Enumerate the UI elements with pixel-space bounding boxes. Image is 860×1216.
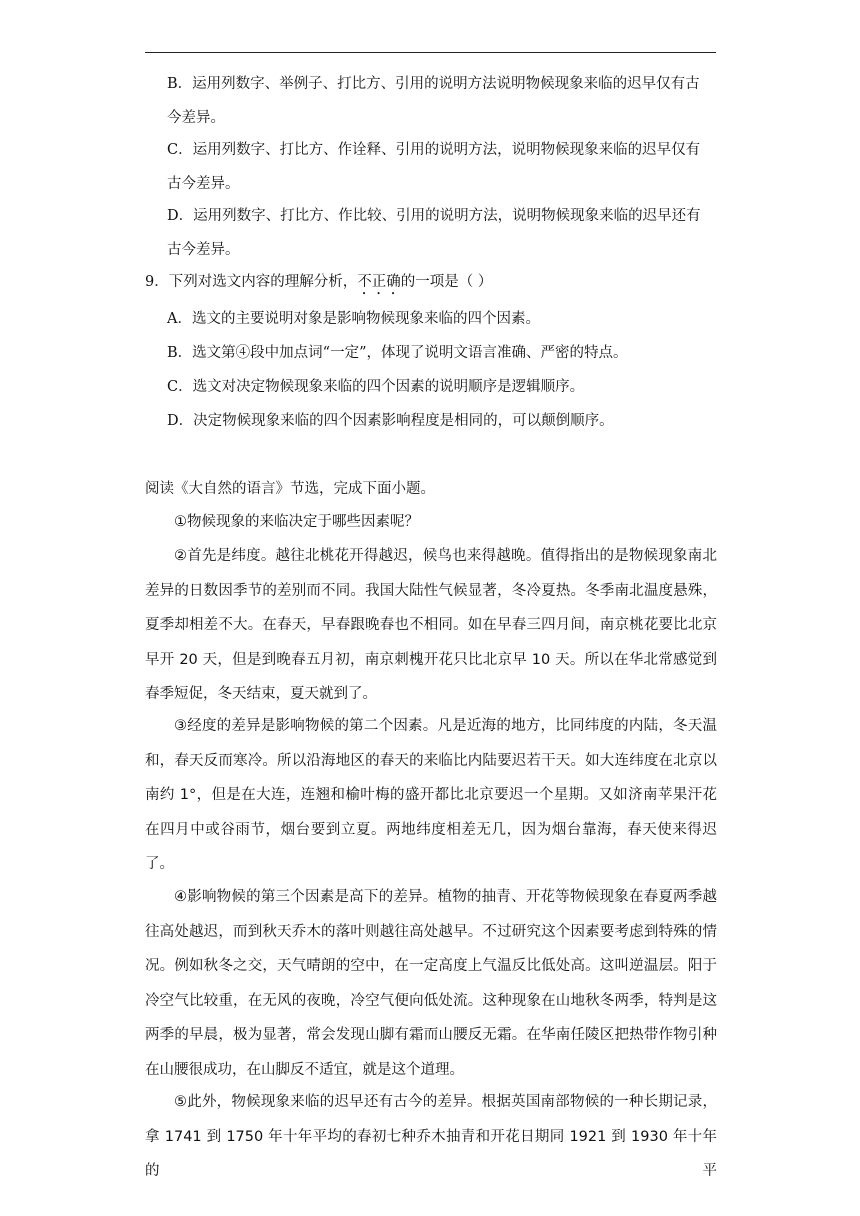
option-c-line2: 古今差异。 <box>167 176 240 192</box>
option-b-line1: B．运用列数字、举例子、打比方、引用的说明方法说明物候现象来临的迟早仅有古 <box>167 76 700 92</box>
question-9-option-c: C．选文对决定物候现象来临的四个因素的说明顺序是逻辑顺序。 <box>167 379 585 395</box>
header-rule <box>145 52 716 53</box>
question-9-stem <box>145 265 492 299</box>
paragraph-4: ④影响物候的第三个因素是高下的差异。植物的抽青、开花等物候现象在春夏两季越往高处越迟，而到秋天乔木的落叶则越往高处越早。不过研究这个因素要考虑到特殊的情况。例如秋冬之交，天气晴朗的空中，在一定高度上气温反比低处高。这叫逆温层。阳于冷空气比较重，在无风的夜晚，冷空气便向低处流。这种现象在山地秋冬两季，特判是这两季的早晨，极为显著，常会发现山脚有霜而山腰反无霜。在华南任陵区把热带作物引种在山腰很成功，在山脚反不适宜，就是这个道理。 <box>145 889 717 1078</box>
question-9-option-d: D．决定物候现象来临的四个因素影响程度是相同的，可以颠倒顺序。 <box>167 413 614 429</box>
option-d-line2: 古今差异。 <box>167 242 240 258</box>
option-b-prev <box>167 67 719 135</box>
option-d-prev <box>167 199 719 267</box>
option-d-line1: D．运用列数字、打比方、作比较、引用的说明方法，说明物候现象来临的迟早还有 <box>167 208 701 224</box>
paragraph-3: ③经度的差异是影响物候的第二个因素。凡是近海的地方，比同纬度的内陆，冬天温和，春天反而寒冷。所以沿海地区的春天的来临比内陆要迟若干天。如大连纬度在北京以南约 1°，但是在大连，连翘和榆叶梅的盛开都比北京要迟一个星期。又如济南苹果汗花在四月中或谷雨节，烟台要到立夏。两地纬度相差无几，因为烟台靠海，春天使来得迟了。 <box>145 718 717 873</box>
option-b-line2: 今差异。 <box>167 110 225 126</box>
question-9-option-a: A．选文的主要说明对象是影响物候现象来临的四个因素。 <box>167 311 540 327</box>
option-c-prev <box>167 133 719 201</box>
option-c-line1: C．运用列数字、打比方、作诠释、引用的说明方法，说明物候现象来临的迟早仅有 <box>167 142 701 158</box>
paragraph-5: ⑤此外，物候现象来临的迟早还有古今的差异。根据英国南部物候的一种长期记录，拿 1741 到 1750 年十年平均的春初七种乔木抽青和开花日期同 1921 到 1930 年十年的平 <box>145 1094 717 1180</box>
question-9-prefix: 9．下列对选文内容的理解分析， <box>145 274 358 290</box>
question-9-emphasis: 不正确 <box>357 274 401 290</box>
question-9-suffix: 的一项是（ ） <box>400 274 493 290</box>
reading-intro: 阅读《大自然的语言》节选，完成下面小题。 <box>145 481 435 497</box>
paragraph-2: ②首先是纬度。越往北桃花开得越迟，候鸟也来得越晚。值得指出的是物候现象南北差异的日数因季节的差别而不同。我国大陆性气候显著，冬冷夏热。冬季南北温度悬殊，夏季却相差不大。在春天，早春跟晚春也不相同。如在早春三四月间，南京桃花要比北京早开 20 天，但是到晚春五月初，南京刺槐开花只比北京早 10 天。所以在华北常感觉到春季短促，冬天结束，夏天就到了。 <box>145 548 717 703</box>
paragraph-1: ①物候现象的来临决定于哪些因素呢？ <box>174 514 419 530</box>
question-9-option-b: B．选文第④段中加点词“一定”，体现了说明文语言准确、严密的特点。 <box>167 345 628 361</box>
